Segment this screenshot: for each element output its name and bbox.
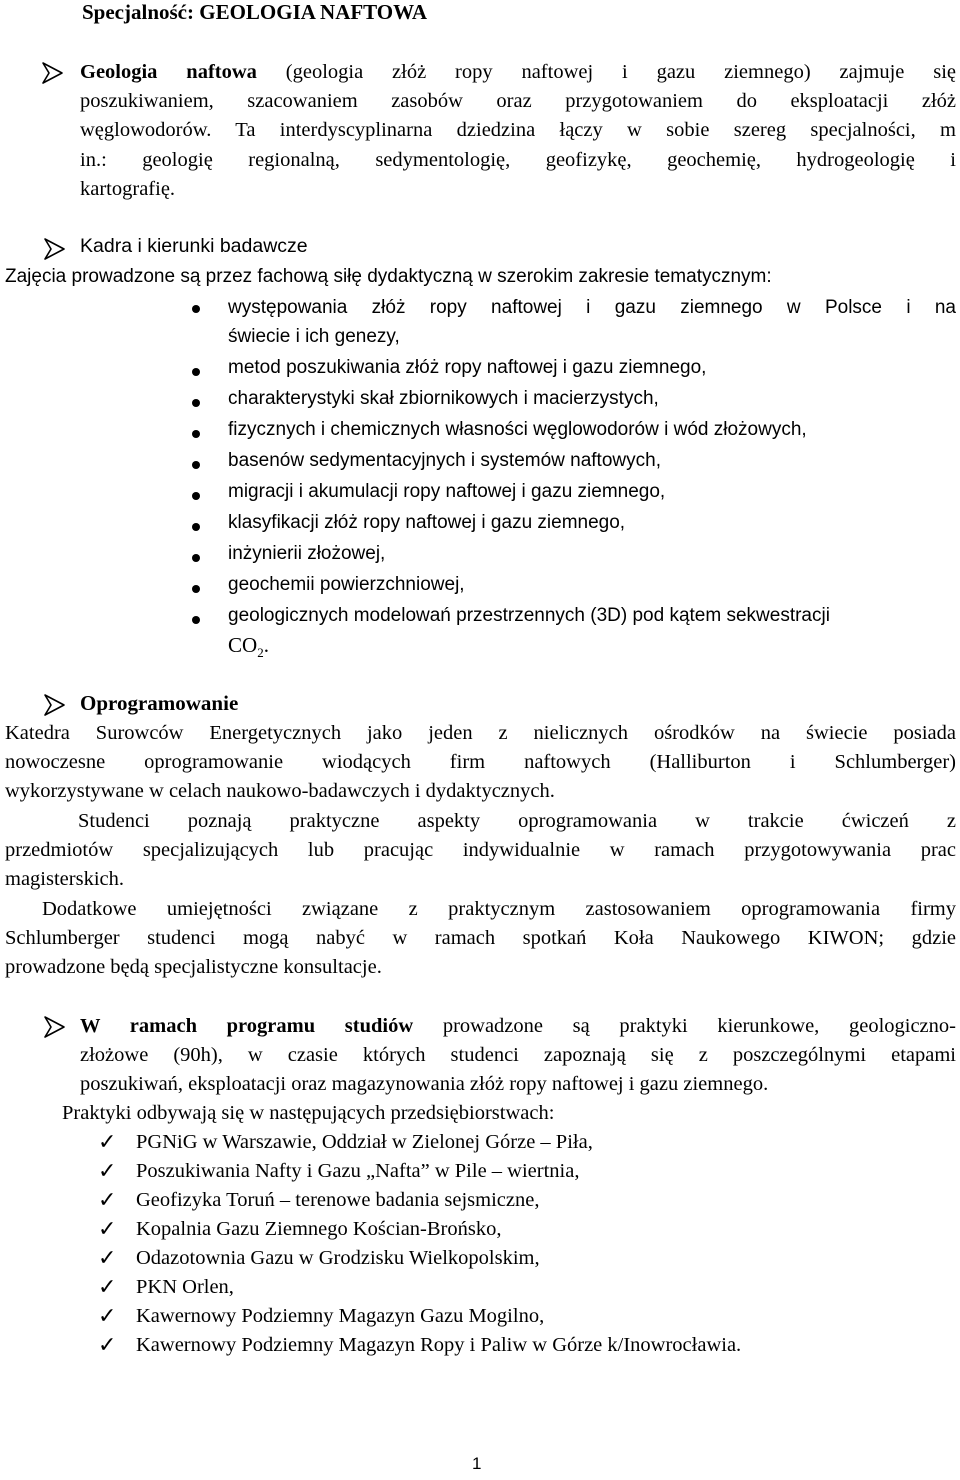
arrow-bullet-icon [42,692,68,718]
list-item: Kopalnia Gazu Ziemnego Kościan-Brońsko, [136,1218,502,1240]
co2-formula: $CO_2$. [228,633,269,661]
intro-line-4: in.: geologię regionalną, sedymentologię, geofizykę, geochemię, hydrogeologię i [80,149,956,171]
checkmark-icon: ✓ [98,1304,117,1329]
list-item: Geofizyka Toruń – terenowe badania sejsmiczne, [136,1189,540,1211]
arrow-bullet-icon [42,1014,68,1040]
list-item: inżynierii złożowej, [228,543,386,564]
list-item: Odazotownia Gazu w Grodzisku Wielkopolskim, [136,1247,540,1269]
software-p2-line: magisterskich. [5,868,124,890]
program-line-3: poszukiwań, eksploatacji oraz magazynowania złóż ropy naftowej i gazu ziemnego. [80,1073,769,1095]
software-p1-line: Katedra Surowców Energetycznych jako jeden z nielicznych ośrodków na świecie posiada [5,722,956,744]
kadra-intro: Zajęcia prowadzone są przez fachową siłę dydaktyczną w szerokim zakresie tematycznym: [5,266,772,287]
bullet-icon [192,399,200,407]
software-p1-line: wykorzystywane w celach naukowo-badawczych i dydaktycznych. [5,780,555,802]
checkmark-icon: ✓ [98,1217,117,1242]
checkmark-icon: ✓ [98,1130,117,1155]
list-item: Kawernowy Podziemny Magazyn Gazu Mogilno, [136,1305,545,1327]
software-p2-line: przedmiotów specjalizujących lub pracując indywidualnie w ramach przygotowywania prac [5,839,956,861]
list-item: Poszukiwania Nafty i Gazu „Nafta” w Pile – wiertnia, [136,1160,580,1182]
bullet-icon [192,492,200,500]
bullet-icon [192,305,200,313]
list-item: geochemii powierzchniowej, [228,574,465,595]
list-item: klasyfikacji złóż ropy naftowej i gazu ziemnego, [228,512,626,533]
bullet-icon [192,523,200,531]
list-item: metod poszukiwania złóż ropy naftowej i gazu ziemnego, [228,357,707,378]
list-item-continuation: świecie i ich genezy, [228,326,400,347]
section-heading-software: Oprogramowanie [80,691,239,715]
checkmark-icon: ✓ [98,1159,117,1184]
checkmark-icon: ✓ [98,1246,117,1271]
list-item: geologicznych modelowań przestrzennych (3D) pod kątem sekwestracji [228,605,830,626]
list-item: PGNiG w Warszawie, Oddział w Zielonej Górze – Piła, [136,1131,593,1153]
bullet-icon [192,554,200,562]
checkmark-icon: ✓ [98,1188,117,1213]
software-p2-line: Studenci poznają praktyczne aspekty oprogramowania w trakcie ćwiczeń z [78,810,956,832]
intro-line-5: kartografię. [80,178,176,200]
bullet-icon [192,461,200,469]
program-line-2: złożowe (90h), w czasie których studenci zapoznają się z poszczególnymi etapami [80,1044,956,1066]
bullet-icon [192,368,200,376]
list-item: PKN Orlen, [136,1276,234,1298]
software-p3-line: Schlumberger studenci mogą nabyć w ramach spotkań Koła Naukowego KIWON; gdzie [5,927,956,949]
bullet-icon [192,585,200,593]
list-item: migracji i akumulacji ropy naftowej i gazu ziemnego, [228,481,666,502]
checkmark-icon: ✓ [98,1333,117,1358]
list-item: występowania złóż ropy naftowej i gazu ziemnego w Polsce i na [228,297,956,318]
arrow-bullet-icon [42,236,68,262]
program-bold-lead: W ramach programu studiów [80,1015,414,1037]
software-p3-line: Dodatkowe umiejętności związane z praktycznym zastosowaniem oprogramowania firmy [42,898,956,920]
software-p3-line: prowadzone będą specjalistyczne konsultacje. [5,956,382,978]
software-p1-line: nowoczesne oprogramowanie wiodących firm naftowych (Halliburton i Schlumberger) [5,751,956,773]
practices-intro: Praktyki odbywają się w następujących przedsiębiorstwach: [62,1102,555,1124]
program-line-1: W ramach programu studiów prowadzone są praktyki kierunkowe, geologiczno- [80,1015,956,1037]
arrow-bullet-icon [40,60,66,86]
bullet-icon [192,430,200,438]
intro-line-3: węglowodorów. Ta interdyscyplinarna dziedzina łączy w sobie szereg specjalności, m [80,119,956,141]
intro-bold-lead: Geologia naftowa [80,61,257,83]
list-item: fizycznych i chemicznych własności węglowodorów i wód złożowych, [228,419,807,440]
page-title: Specjalność: GEOLOGIA NAFTOWA [82,0,427,24]
section-heading-kadra: Kadra i kierunki badawcze [80,235,308,257]
intro-line-2: poszukiwaniem, szacowaniem zasobów oraz przygotowaniem do eksploatacji złóż [80,90,956,112]
intro-line-1: Geologia naftowa (geologia złóż ropy naftowej i gazu ziemnego) zajmuje się [80,61,957,83]
list-item: Kawernowy Podziemny Magazyn Ropy i Paliw w Górze k/Inowrocławia. [136,1334,742,1356]
bullet-icon [192,616,200,624]
list-item: basenów sedymentacyjnych i systemów naftowych, [228,450,661,471]
list-item: charakterystyki skał zbiornikowych i macierzystych, [228,388,659,409]
page-number: 1 [472,1454,482,1473]
checkmark-icon: ✓ [98,1275,117,1300]
